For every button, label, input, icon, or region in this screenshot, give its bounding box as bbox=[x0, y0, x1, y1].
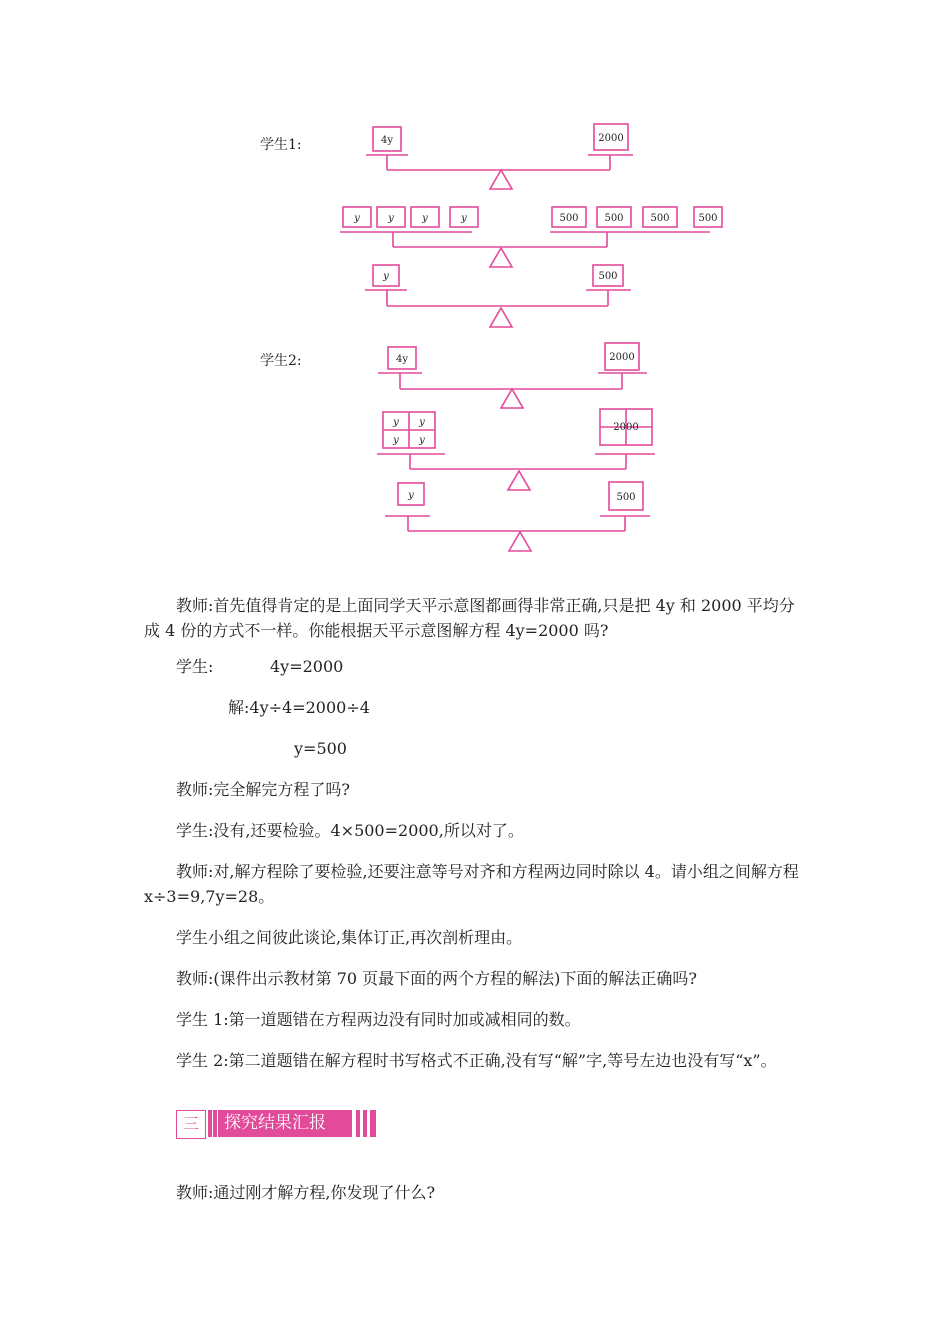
paragraph-student-3: 学生 2:第二道题错在解方程时书写格式不正确,没有写“解”字,等号左边也没有写“x”。 bbox=[176, 1051, 777, 1070]
box-y: y bbox=[461, 213, 467, 224]
paragraph-student-2: 学生 1:第一道题错在方程两边没有同时加或减相同的数。 bbox=[176, 1010, 581, 1029]
box-2000: 2000 bbox=[609, 352, 635, 363]
box-y: y bbox=[388, 213, 394, 224]
box-2000: 2000 bbox=[613, 422, 639, 433]
box-2000: 2000 bbox=[598, 133, 624, 144]
banner-bar bbox=[363, 1110, 367, 1137]
equation-line-2: 解:4y÷4=2000÷4 bbox=[228, 698, 370, 717]
banner-bar bbox=[208, 1110, 212, 1137]
section-banner bbox=[176, 1110, 382, 1139]
equation-line-3: y=500 bbox=[294, 739, 347, 758]
box-500: 500 bbox=[604, 213, 624, 224]
paragraph-teacher-2: 教师:完全解完方程了吗? bbox=[176, 780, 350, 799]
box-4y: 4y bbox=[380, 135, 394, 146]
box-4y: 4y bbox=[395, 354, 409, 365]
box-y: y bbox=[419, 417, 425, 428]
section-number: 三 bbox=[176, 1110, 206, 1139]
box-y: y bbox=[422, 213, 428, 224]
box-500: 500 bbox=[559, 213, 579, 224]
paragraph-student-1: 学生:没有,还要检验。4×500=2000,所以对了。 bbox=[176, 821, 524, 840]
paragraph-teacher-1: 教师:首先值得肯定的是上面同学天平示意图都画得非常正确,只是把 4y 和 2000 平均分成 4 份的方式不一样。你能根据天平示意图解方程 4y=2000 吗? bbox=[144, 596, 795, 640]
paragraph-teacher-4: 教师:(课件出示教材第 70 页最下面的两个方程的解法)下面的解法正确吗? bbox=[176, 969, 697, 988]
paragraph-teacher-5: 教师:通过刚才解方程,你发现了什么? bbox=[176, 1183, 436, 1202]
banner-bar bbox=[356, 1110, 360, 1137]
paragraph-group: 学生小组之间彼此谈论,集体订正,再次剖析理由。 bbox=[176, 928, 523, 947]
box-500: 500 bbox=[616, 492, 636, 503]
equation-student-label: 学生: bbox=[176, 657, 214, 676]
section-title: 探究结果汇报 bbox=[218, 1110, 352, 1137]
balance-scales-svg bbox=[250, 115, 750, 555]
box-500: 500 bbox=[650, 213, 670, 224]
box-y: y bbox=[393, 417, 399, 428]
student2-label: 学生2: bbox=[260, 353, 302, 369]
box-y: y bbox=[393, 435, 399, 446]
balance-diagram bbox=[250, 115, 750, 555]
box-y: y bbox=[419, 435, 425, 446]
banner-bar bbox=[213, 1110, 217, 1137]
box-y: y bbox=[354, 213, 360, 224]
equation-line-1: 4y=2000 bbox=[270, 657, 344, 676]
box-y: y bbox=[383, 271, 389, 282]
student1-label: 学生1: bbox=[260, 137, 302, 153]
banner-bar bbox=[370, 1110, 376, 1137]
box-y: y bbox=[408, 490, 414, 501]
box-500: 500 bbox=[698, 213, 718, 224]
box-500: 500 bbox=[598, 271, 618, 282]
paragraph-teacher-3: 教师:对,解方程除了要检验,还要注意等号对齐和方程两边同时除以 4。请小组之间解方程 x÷3=9,7y=28。 bbox=[144, 862, 799, 906]
